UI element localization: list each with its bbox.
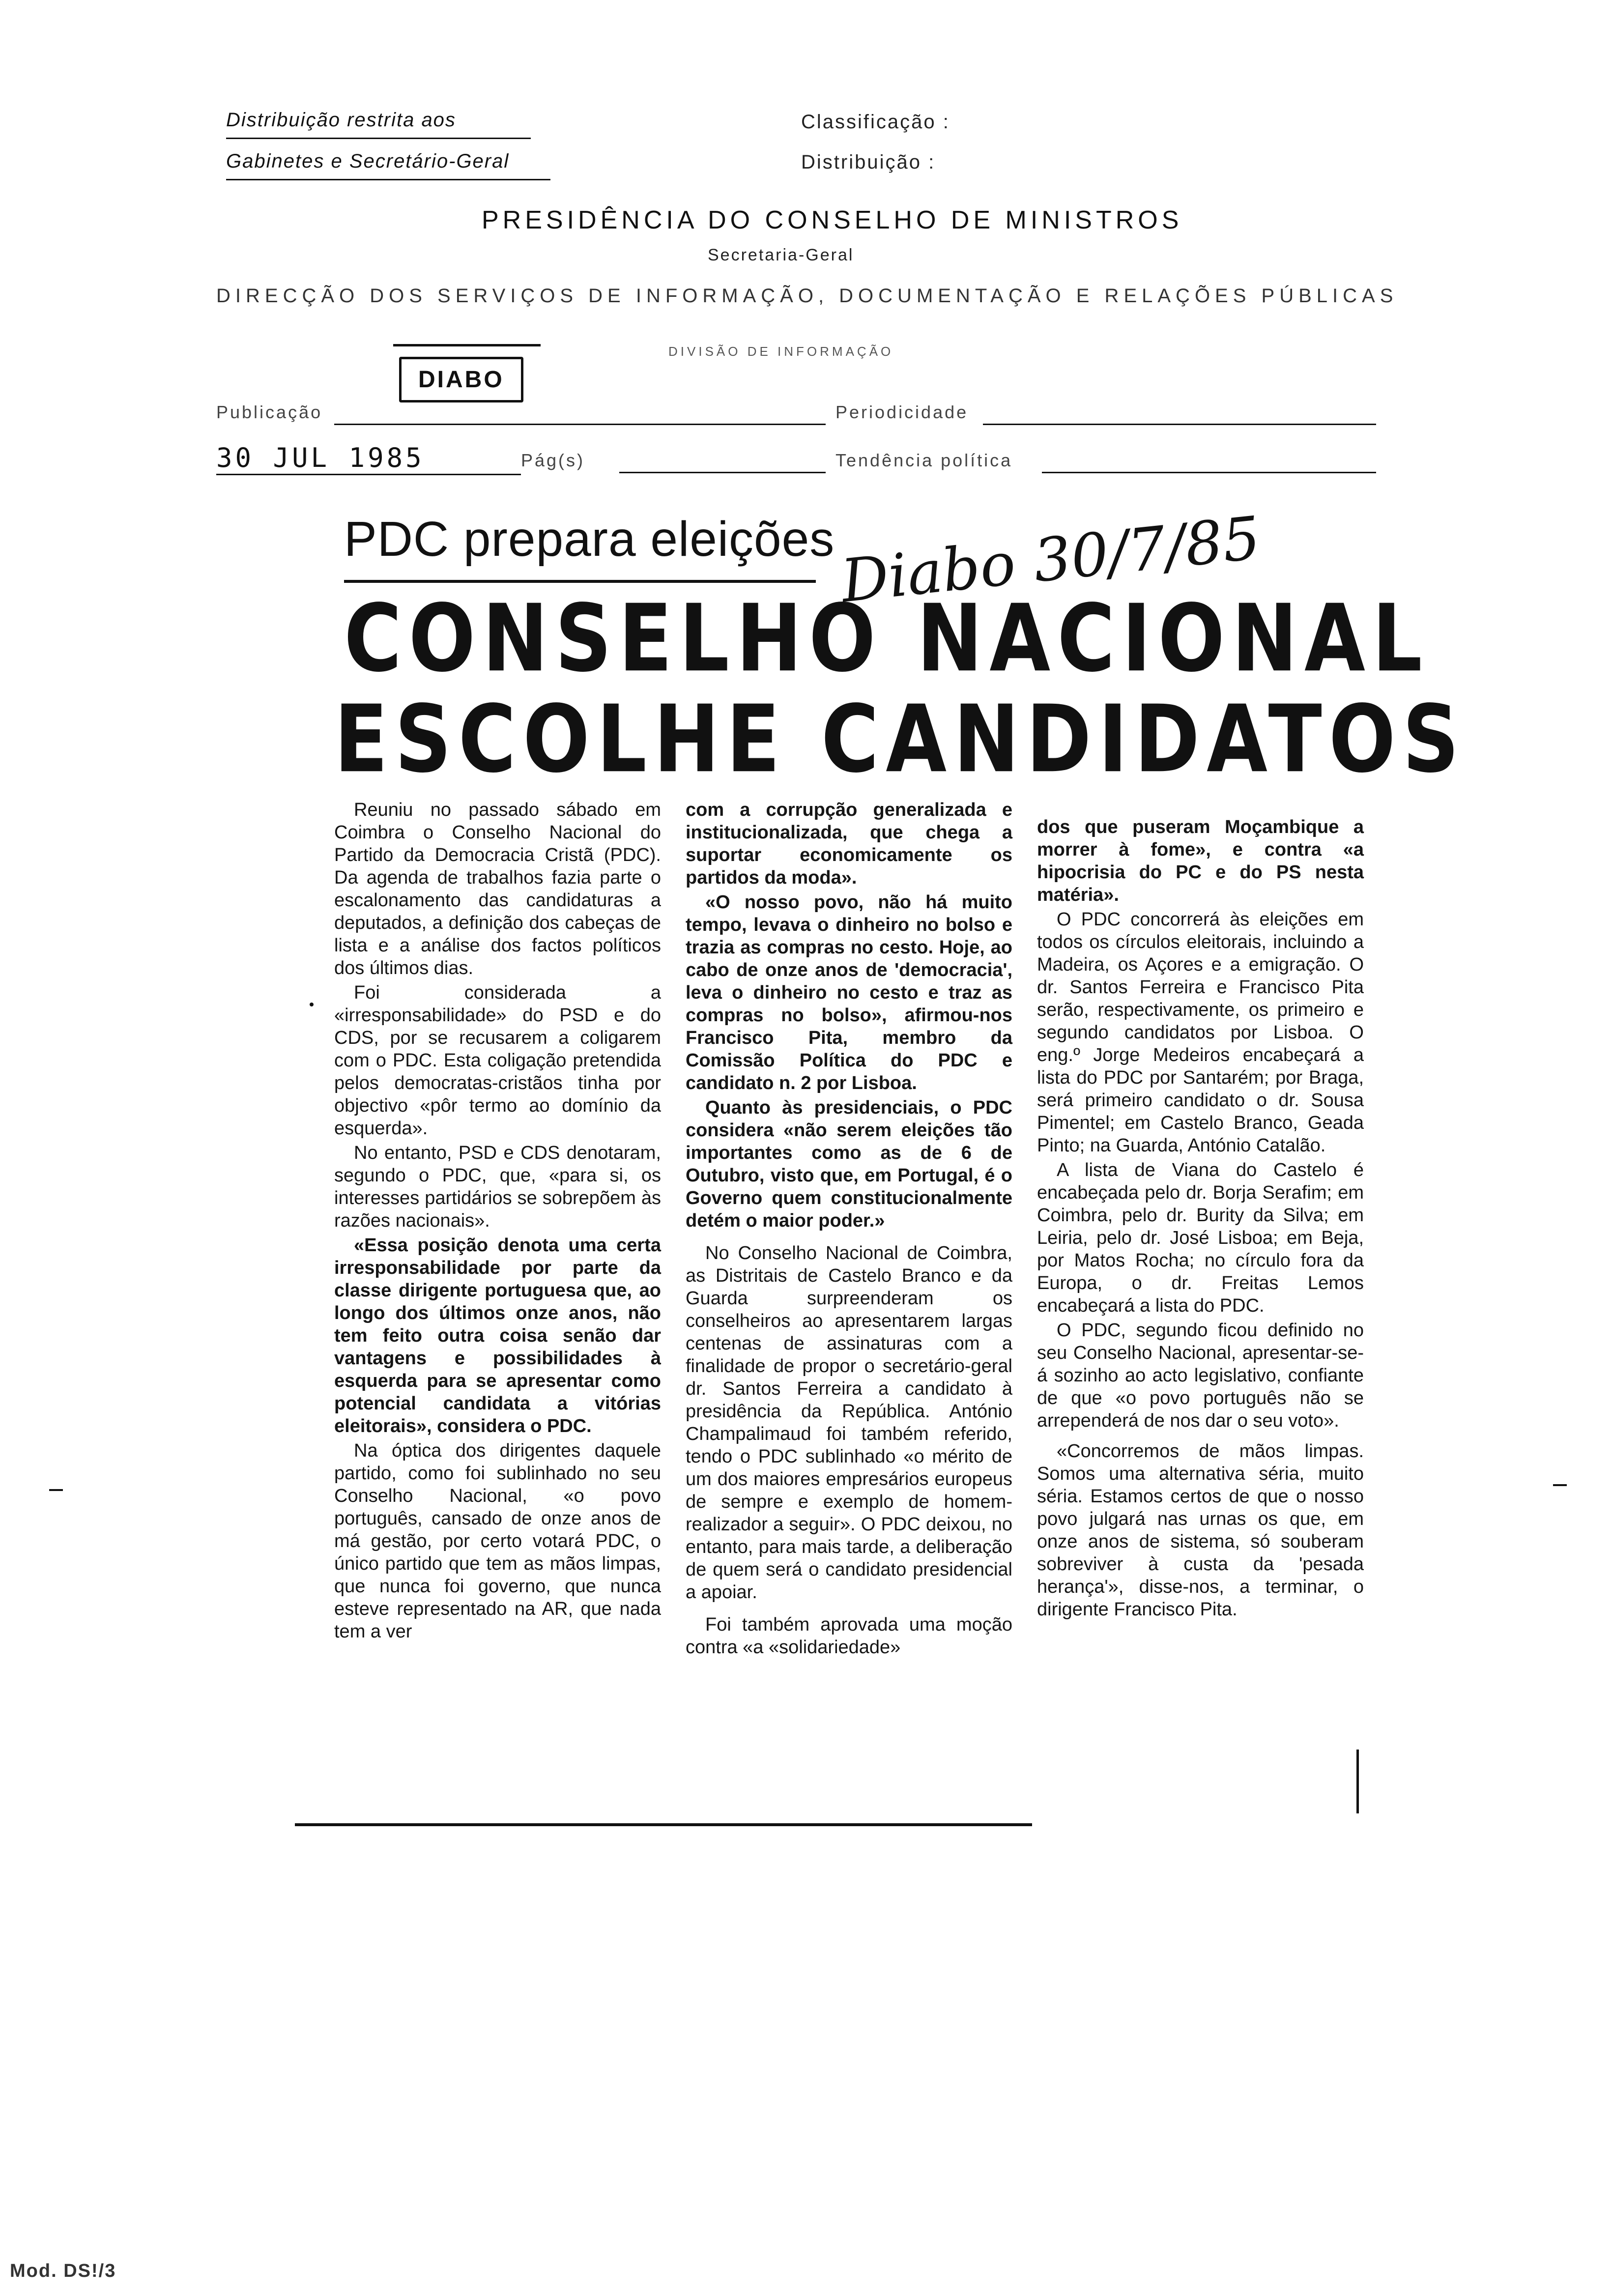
divisao-informacao: DIVISÃO DE INFORMAÇÃO: [668, 344, 894, 359]
handwritten-note: Diabo 30/7/85: [838, 504, 1264, 616]
clipping-edge-rule: [1356, 1750, 1359, 1813]
paragraph: No Conselho Nacional de Coimbra, as Distritais de Castelo Branco e da Guarda surpreenderam os conselheiros ao apresentarem largas centenas de assinaturas com a finalidade de propor o secretário-geral dr. Santos Ferreira a candidato à presidência da República. António Champalimaud foi também referido, tendo o PDC sublinhado «o mérito de um dos maiores empresários europeus de sempre e exemplo de homem-realizador a seguir». O PDC deixou, no entanto, para mais tarde, a deliberação de quem será o candidato presidencial a apoiar.: [686, 1243, 1012, 1603]
publicacao-label: Publicação: [216, 402, 323, 422]
paragraph: A lista de Viana do Castelo é encabeçada pelo dr. Borja Serafim; em Coimbra, pelo dr. Burity da Silva; em Leiria, pelo dr. José Lisboa; em Beja, por Matos Rocha; no círculo fora da Europa, o dr. Freitas Lemos encabeçará a lista do PDC.: [1037, 1160, 1364, 1316]
headline-line-1: CONSELHO NACIONAL: [344, 584, 1429, 693]
form-code: Mod. DS!/3: [10, 2261, 116, 2281]
tendencia-line: [1042, 472, 1376, 473]
periodicidade-label: Periodicidade: [835, 402, 969, 422]
presidencia-title: PRESIDÊNCIA DO CONSELHO DE MINISTROS: [482, 206, 1183, 234]
restricted-underline-2: [226, 179, 550, 180]
pags-label: Pág(s): [521, 450, 585, 470]
paragraph: «Concorremos de mãos limpas. Somos uma alternativa séria, muito séria. Estamos certos de que o nosso povo julgará nas urnas os que, em onze anos de sistema, só souberam sobreviver à custa da 'pesada herança'», disse-nos, a terminar, o dirigente Francisco Pita.: [1037, 1441, 1364, 1620]
paragraph: «Essa posição denota uma certa irresponsabilidade por parte da classe dirigente portuguesa que, ao longo dos últimos onze anos, não tem feito outra coisa senão dar vantagens e possibilidades à esquerda para se apresentar como potencial candidata a vitórias eleitorais», considera o PDC.: [334, 1235, 661, 1436]
paragraph: Foi considerada a «irresponsabilidade» do PSD e do CDS, por se recusarem a coligarem com o PDC. Esta coligação pretendida pelos democratas-cristãos tinha por objectivo «pôr termo ao domínio da esquerda».: [334, 982, 661, 1139]
tendencia-label: Tendência política: [835, 450, 1013, 470]
classificacao-label: Classificação :: [801, 111, 950, 133]
date-line: [216, 474, 521, 475]
paragraph: dos que puseram Moçambique a morrer à fome», e contra «a hipocrisia do PC e do PS nesta matéria».: [1037, 817, 1364, 905]
restricted-underline-1: [226, 138, 531, 139]
restricted-line-2: Gabinetes e Secretário-Geral: [226, 150, 510, 172]
pags-line: [619, 472, 826, 473]
paragraph: com a corrupção generalizada e institucionalizada, que chega a suportar economicamente os partidos da moda».: [686, 800, 1012, 888]
distribuicao-label: Distribuição :: [801, 151, 936, 173]
article-column-2: [686, 799, 1012, 1661]
article-column-1: [334, 799, 661, 1645]
scan-speck: [310, 1003, 314, 1006]
direccao-servicos: DIRECÇÃO DOS SERVIÇOS DE INFORMAÇÃO, DOCUMENTAÇÃO E RELAÇÕES PÚBLICAS: [216, 285, 1398, 307]
date-stamp: 30 JUL 1985: [216, 442, 425, 473]
kicker-underline: [344, 580, 816, 583]
clipping-bottom-rule: [295, 1823, 1032, 1826]
paragraph: Reuniu no passado sábado em Coimbra o Conselho Nacional do Partido da Democracia Cristã (PDC). Da agenda de trabalhos fazia parte o escalonamento das candidaturas a deputados, a definição dos cabeças de lista e a análise dos factos políticos dos últimos dias.: [334, 800, 661, 978]
headline-line-2: ESCOLHE CANDIDATOS: [334, 685, 1466, 794]
secretaria-geral: Secretaria-Geral: [708, 246, 854, 264]
paragraph: Foi também aprovada uma moção contra «a «solidariedade»: [686, 1614, 1012, 1658]
periodicidade-line: [983, 424, 1376, 425]
scan-mark: [1553, 1484, 1567, 1486]
article-kicker: PDC prepara eleições: [344, 512, 835, 567]
article-column-3: [1037, 816, 1364, 1623]
paragraph: O PDC, segundo ficou definido no seu Conselho Nacional, apresentar-se-á sozinho ao acto legislativo, confiante de que «o povo português não se arrependerá de nos dar o seu voto».: [1037, 1320, 1364, 1431]
paragraph: Quanto às presidenciais, o PDC considera «não serem eleições tão importantes como as de 6 de Outubro, visto que, em Portugal, é o Governo quem constitucionalmente detém o maior poder.»: [686, 1097, 1012, 1231]
restricted-line-1: Distribuição restrita aos: [226, 109, 456, 131]
paragraph: Na óptica dos dirigentes daquele partido, como foi sublinhado no seu Conselho Nacional, «o povo português, cansado de onze anos de má gestão, por certo votará PDC, o único partido que tem as mãos limpas, que nunca foi governo, que nunca esteve representado na AR, que nada tem a ver: [334, 1440, 661, 1642]
paragraph: «O nosso povo, não há muito tempo, levava o dinheiro no bolso e trazia as compras no cesto. Hoje, ao cabo de onze anos de 'democracia', leva o dinheiro no cesto e traz as compras no bolso», afirmou-nos Francisco Pita, membro da Comissão Política do PDC e candidato n. 2 por Lisboa.: [686, 892, 1012, 1093]
publicacao-line: [334, 424, 826, 425]
paragraph: O PDC concorrerá às eleições em todos os círculos eleitorais, incluindo a Madeira, os Açores e a emigração. O dr. Santos Ferreira e Francisco Pita serão, respectivamente, os primeiro e segundo candidatos por Lisboa. O eng.º Jorge Medeiros encabeçará a lista do PDC por Santarém; por Braga, será primeiro candidato o dr. Sousa Pimentel; em Castelo Branco, Geada Pinto; na Guarda, António Catalão.: [1037, 909, 1364, 1156]
publication-stamp: DIABO: [399, 357, 523, 402]
stamp-top-rule: [393, 344, 541, 346]
scan-mark: [49, 1489, 63, 1491]
paragraph: No entanto, PSD e CDS denotaram, segundo o PDC, que, «para si, os interesses partidários se sobrepõem às razões nacionais».: [334, 1143, 661, 1231]
